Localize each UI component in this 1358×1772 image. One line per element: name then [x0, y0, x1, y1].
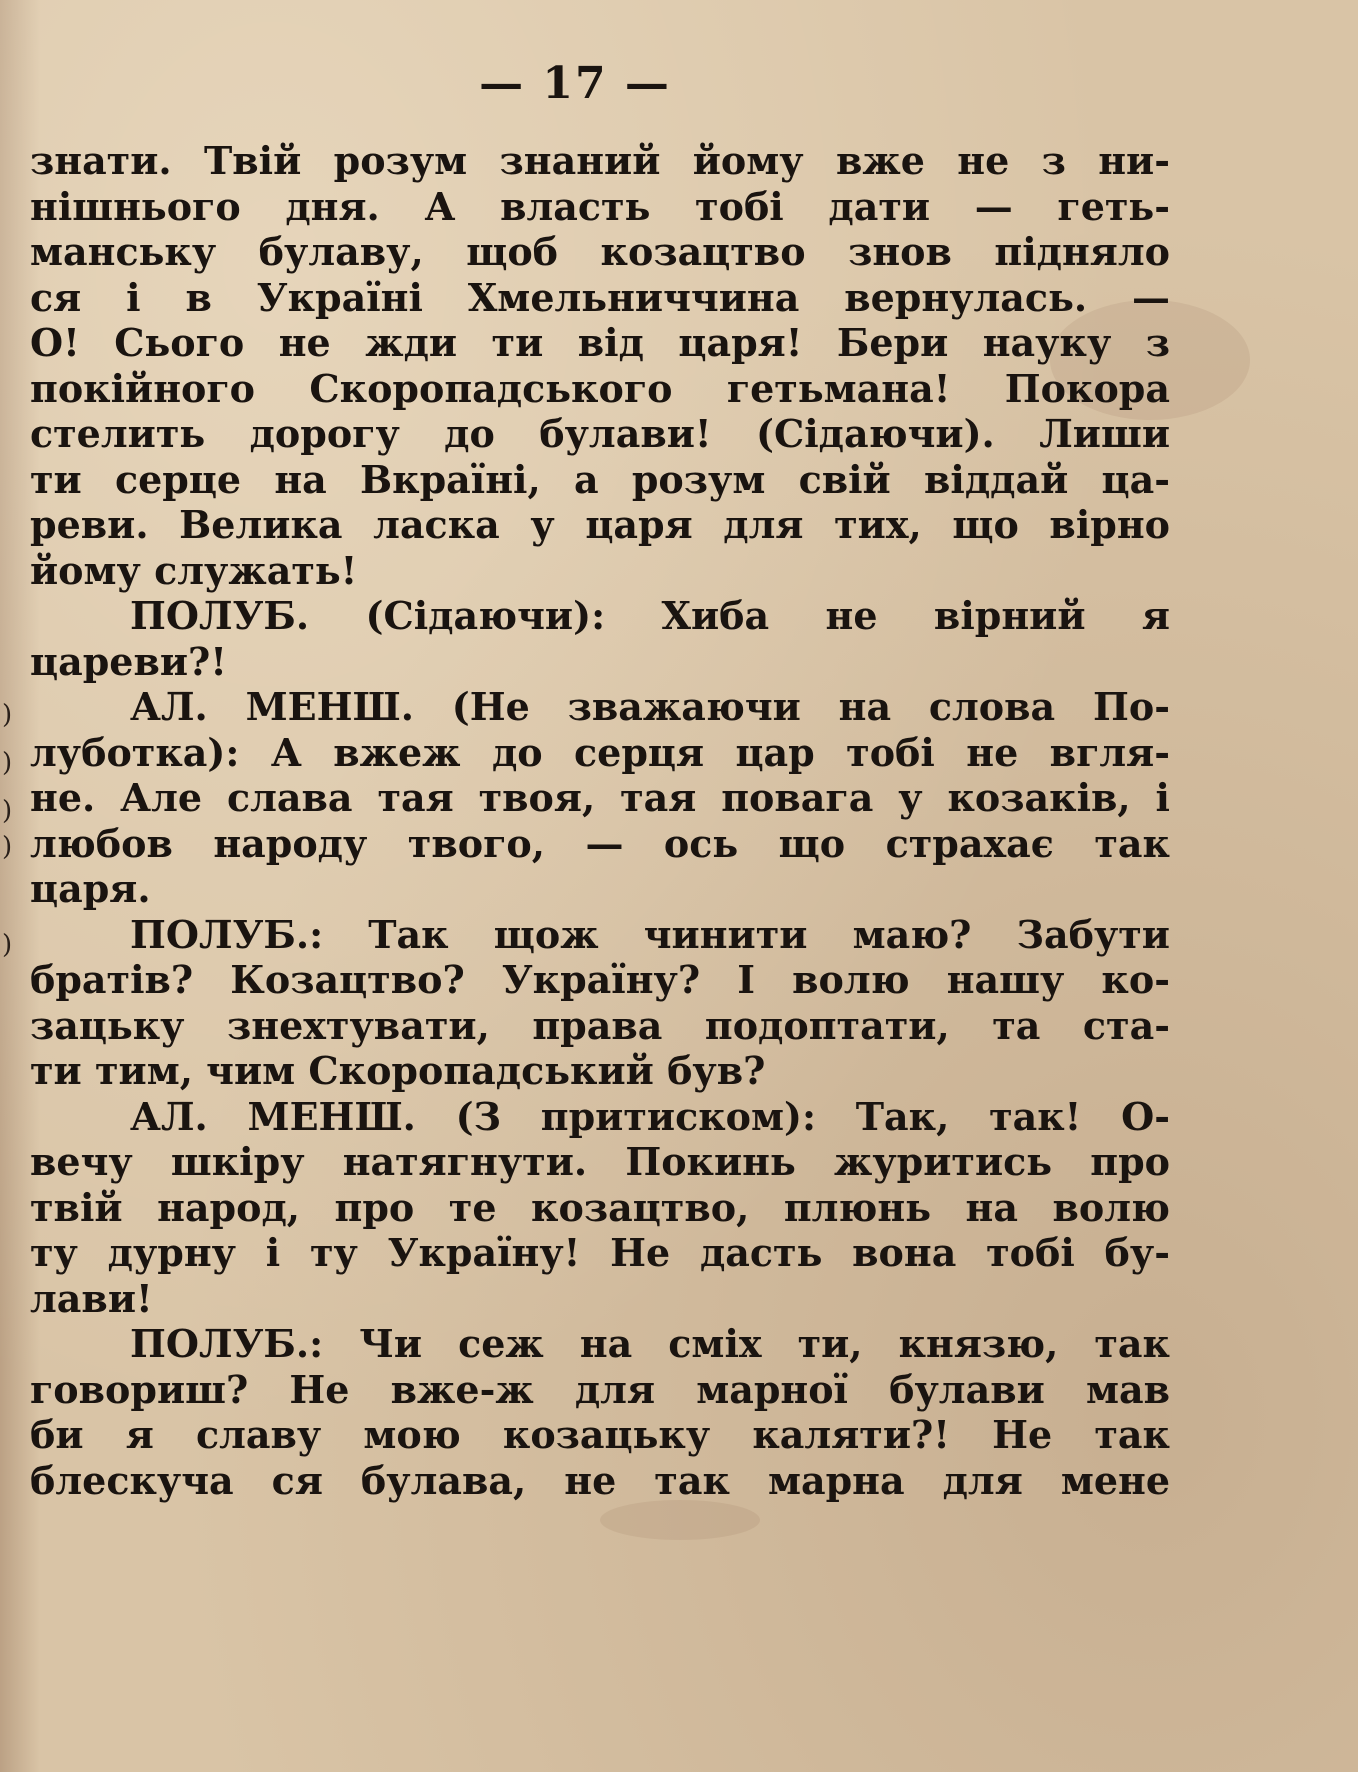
text-line: нішнього дня. А власть тобі дати — геть- [30, 183, 1170, 229]
text-line: любов народу твого, — ось що страхає так [30, 820, 1170, 866]
text-line: АЛ. МЕНШ. (Не зважаючи на слова По- [130, 684, 1170, 729]
text-line: лубoтка): А вжеж до серця цар тобі не вгля- [30, 729, 1170, 775]
text-line: царя. [30, 866, 151, 911]
text-line: ПОЛУБ.: Чи сеж на сміх ти, князю, так [130, 1321, 1170, 1366]
page-number: — 17 — [479, 58, 671, 109]
text-line: ся і в Україні Хмельниччина вернулась. — [30, 274, 1170, 320]
text-line: ПОЛУБ.: Так щож чинити маю? Забути [130, 911, 1170, 957]
text-line: ти серце на Вкраїні, а розум свій віддай ца- [30, 456, 1170, 502]
text-line: твій народ, про те козацтво, плюнь на волю [30, 1184, 1170, 1230]
text-line: би я славу мою козацьку каляти?! Не так [30, 1412, 1170, 1457]
text-line: АЛ. МЕНШ. (З притиском): Так, так! О- [130, 1093, 1170, 1139]
text-line: стелить дорогу до булави! (Сідаючи). Лиши [30, 411, 1170, 456]
text-line: братів? Козацтво? Україну? І волю нашу ко- [30, 957, 1170, 1002]
text-line: не. Але слава тая твоя, тая повага у козаків, і [30, 775, 1170, 820]
margin-mark: ) [2, 748, 13, 778]
margin-mark: ) [2, 700, 13, 730]
margin-mark: ) [2, 832, 13, 862]
paper-stain [600, 1500, 760, 1540]
text-line: зацьку знехтувати, права подоптати, та ста- [30, 1002, 1170, 1048]
text-line: лави! [30, 1275, 153, 1321]
text-line: йому служать! [30, 547, 358, 593]
text-line: цареви?! [30, 638, 227, 684]
margin-mark: ) [2, 796, 13, 826]
text-line: блескуча ся булава, не так марна для мене [30, 1457, 1170, 1503]
body-text [30, 138, 1170, 1503]
text-line: говориш? Не вже-ж для марної булави мав [30, 1366, 1170, 1412]
text-line: О! Сього не жди ти від царя! Бери науку з [30, 320, 1170, 365]
text-line: ти тим, чим Скоропадський був? [30, 1048, 766, 1093]
margin-mark: ) [2, 930, 13, 960]
text-line: знати. Твій розум знаний йому вже не з ни- [30, 138, 1170, 183]
text-line: реви. Велика ласка у царя для тих, що вірно [30, 502, 1170, 547]
text-line: манську булаву, щоб козацтво знов підняло [30, 229, 1170, 274]
text-line: вечу шкіру натягнути. Покинь журитись про [30, 1139, 1170, 1184]
text-line: ПОЛУБ. (Сідаючи): Хиба не вірний я [130, 593, 1170, 638]
text-line: покійного Скоропадського гетьмана! Покора [30, 365, 1170, 411]
text-line: ту дурну і ту Україну! Не дасть вона тобі бу- [30, 1230, 1170, 1275]
